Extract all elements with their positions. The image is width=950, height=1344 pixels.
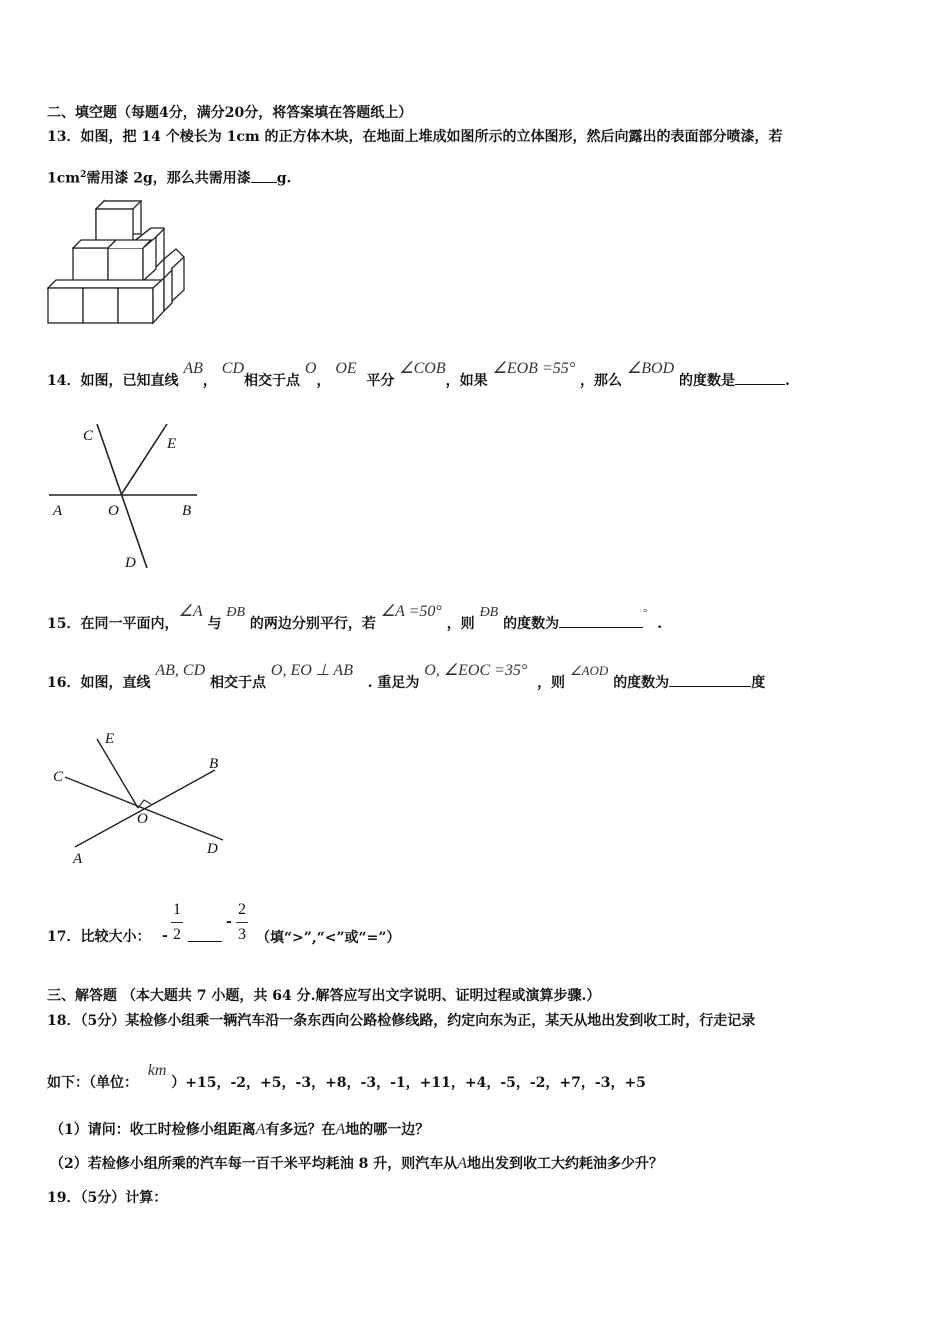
q14-label-o: O bbox=[108, 503, 119, 519]
q18-sub1-point-a: A bbox=[255, 1121, 266, 1138]
q16-text-degree: 的度数为 bbox=[613, 675, 670, 691]
q16-label-o: O bbox=[137, 811, 148, 827]
q14-line-ab: AB bbox=[183, 360, 203, 377]
q16-o-eo-perp-ab: O, EO ⊥ AB bbox=[270, 662, 353, 679]
q13-answer-blank[interactable] bbox=[251, 168, 277, 183]
q14-lines-figure bbox=[45, 418, 205, 573]
q13-text-line2 bbox=[47, 165, 291, 189]
q18-sub2-text: （2）若检修小组所乘的汽车每一百千米平均耗油 8 升，则汽车从 bbox=[50, 1156, 458, 1172]
q16-lines-ab-cd: AB, CD bbox=[155, 662, 206, 679]
q14-angle-bod: ∠BOD bbox=[626, 360, 675, 377]
q14-comma: ， bbox=[202, 373, 217, 389]
q17-numerator-2: 2 bbox=[238, 901, 246, 918]
q13-text-end: g. bbox=[276, 170, 292, 187]
q18-text-line2 bbox=[47, 1062, 646, 1093]
q14-end-period: . bbox=[785, 373, 790, 389]
q16-text bbox=[47, 662, 766, 693]
q14-label-e: E bbox=[167, 436, 177, 452]
q18-sub2-text-end: 地出发到收工大约耗油多少升？ bbox=[467, 1156, 664, 1172]
q18-sub-question-1 bbox=[50, 1120, 429, 1140]
q16-o-angle-eoc: O, ∠EOC =35° bbox=[424, 662, 528, 679]
q14-number: 14．如图，已知直线 bbox=[47, 373, 179, 389]
q15-angle-a-value: ∠A =50° bbox=[380, 603, 442, 620]
q14-ray-oe: OE bbox=[335, 360, 357, 377]
q14-comma-2: ， bbox=[316, 373, 331, 389]
q17-minus-1: - bbox=[162, 928, 168, 944]
q14-label-c: C bbox=[83, 428, 94, 444]
q16-perpendicular-figure bbox=[45, 725, 230, 865]
q18-sub2-point-a: A bbox=[457, 1155, 468, 1172]
q16-label-e: E bbox=[105, 731, 115, 747]
q16-end-unit: 度 bbox=[751, 675, 766, 691]
section-3-heading: 三、解答题 （本大题共 7 小题，共 64 分.解答应写出文字说明、证明过程或演算步骤.） bbox=[47, 988, 601, 1004]
q15-text bbox=[47, 603, 663, 635]
q17-denominator-2: 3 bbox=[238, 926, 246, 943]
q15-degree-sign: ° bbox=[643, 607, 648, 619]
q18-text-line1: 18．（5分）某检修小组乘一辆汽车沿一条东西向公路检修线路，约定向东为正，某天从地出发到收工时，行走记录 bbox=[47, 1013, 756, 1029]
q18-records: ）+15，-2，+5，-3，+8，-3，-1，+11，+4，-5，-2，+7，-3，+5 bbox=[171, 1075, 646, 1091]
q13-text-line1: 13．如图，把 14 个棱长为 1cm 的正方体木块，在地面上堆成如图所示的立体图形，然后向露出的表面部分喷漆，若 bbox=[47, 129, 783, 145]
q18-sub1-text-mid: 有多远？在 bbox=[265, 1122, 336, 1138]
q14-angle-eob: ∠EOB =55° bbox=[492, 360, 576, 377]
q18-sub1-point-a-2: A bbox=[335, 1121, 346, 1138]
q16-text-foot: . 重足为 bbox=[367, 675, 420, 691]
q14-label-d: D bbox=[125, 555, 136, 571]
q16-answer-blank[interactable] bbox=[669, 672, 751, 687]
q16-text-then: ，则 bbox=[537, 675, 566, 691]
q17-fraction-bar-2 bbox=[236, 922, 248, 923]
q14-text-degree: 的度数是 bbox=[679, 373, 735, 389]
q13-text-mid: 需用漆 2g，那么共需用漆 bbox=[86, 170, 251, 187]
section-2-heading: 二、填空题（每题4分，满分20分，将答案填在答题纸上） bbox=[47, 105, 413, 121]
q16-text-intersect: 相交于点 bbox=[210, 675, 267, 691]
q15-angle-a: ∠A bbox=[178, 603, 203, 620]
q18-sub1-text: （1）请问：收工时检修小组距离 bbox=[50, 1122, 256, 1138]
q15-answer-blank[interactable] bbox=[559, 613, 643, 628]
q15-angle-b-2: ÐB bbox=[479, 605, 499, 620]
q15-angle-b: ÐB bbox=[226, 605, 246, 620]
q14-text-if: ，如果 bbox=[445, 373, 488, 389]
q14-text-then: ，那么 bbox=[580, 373, 623, 389]
q14-text-intersect: 相交于点 bbox=[244, 373, 301, 389]
q16-label-b: B bbox=[209, 756, 219, 772]
q16-label-a: A bbox=[73, 851, 83, 867]
q16-label-c: C bbox=[53, 769, 64, 785]
q17-fraction-bar-1 bbox=[171, 922, 183, 923]
q13-unit-exponent: 2 bbox=[80, 170, 87, 180]
q18-unit-prefix: 如下：（单位： bbox=[47, 1075, 138, 1091]
q17-text bbox=[47, 927, 150, 947]
q13-cube-figure bbox=[46, 197, 191, 327]
q18-sub-question-2 bbox=[50, 1154, 663, 1174]
q14-text bbox=[47, 360, 790, 391]
q14-text-bisect: 平分 bbox=[366, 373, 395, 389]
q17-denominator-1: 2 bbox=[173, 926, 181, 943]
q19-text: 19．（5分）计算： bbox=[47, 1190, 168, 1206]
q17-number: 17．比较大小： bbox=[47, 929, 151, 945]
q17-numerator-1: 1 bbox=[173, 901, 181, 918]
q18-sub1-text-end: 地的哪一边？ bbox=[345, 1122, 430, 1138]
q16-label-d: D bbox=[207, 841, 218, 857]
q17-hint: （填“>”,“<”或“=”） bbox=[256, 930, 401, 946]
q15-text-then: ，则 bbox=[446, 616, 475, 632]
q15-text-parallel: 的两边分别平行，若 bbox=[249, 616, 376, 632]
q14-angle-cob: ∠COB bbox=[399, 360, 446, 377]
q15-number: 15．在同一平面内， bbox=[47, 616, 179, 632]
q15-text-and: 与 bbox=[207, 616, 222, 632]
q17-answer-blank[interactable] bbox=[188, 929, 222, 942]
q13-unit: 1cm bbox=[47, 170, 81, 187]
q15-text-degree: 的度数为 bbox=[503, 616, 560, 632]
q17-minus-2: - bbox=[226, 914, 232, 930]
q14-label-b: B bbox=[182, 503, 192, 519]
q18-unit: km bbox=[147, 1062, 167, 1079]
q14-point-o: O bbox=[304, 360, 317, 377]
q14-answer-blank[interactable] bbox=[735, 370, 785, 385]
q16-angle-aod: ∠AOD bbox=[569, 663, 609, 678]
q14-line-cd: CD bbox=[221, 360, 245, 377]
q15-end-period: . bbox=[657, 616, 663, 632]
q14-label-a: A bbox=[53, 503, 63, 519]
q16-number: 16．如图，直线 bbox=[47, 675, 151, 691]
